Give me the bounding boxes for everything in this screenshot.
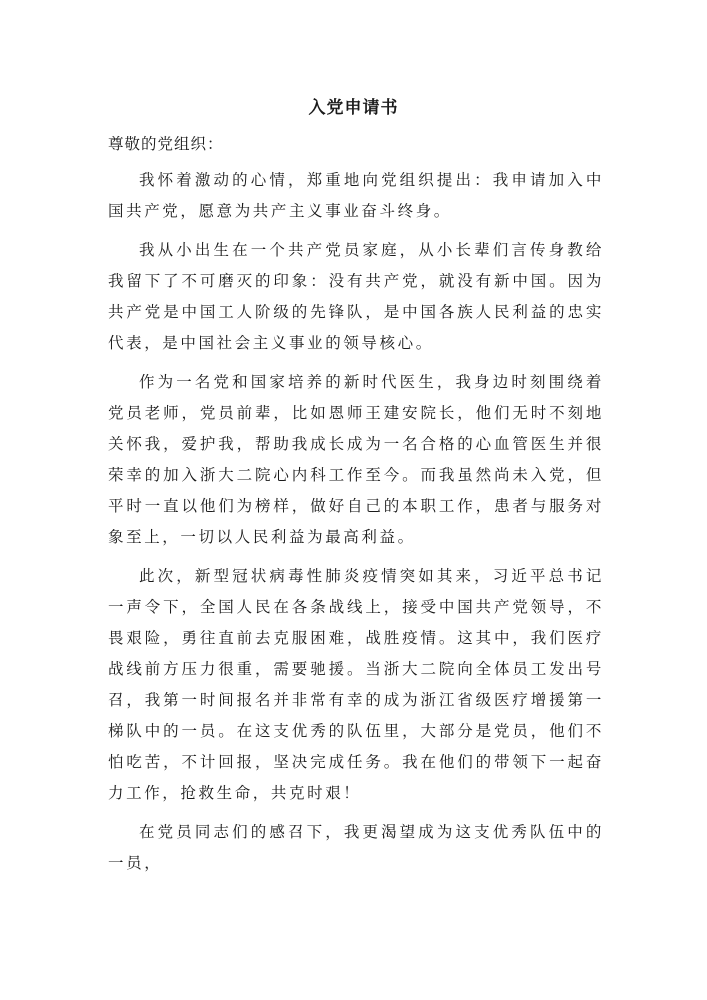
salutation: 尊敬的党组织： [108,135,224,153]
paragraph-2: 我从小出生在一个共产党员家庭，从小长辈们言传身教给我留下了不可磨灭的印象：没有共产党，就没有新中国。因为共产党是中国工人阶级的先锋队，是中国各族人民利益的忠实代表，是中国社会主义事业的领导核心。 [108,241,604,352]
paragraph-3: 作为一名党和国家培养的新时代医生，我身边时刻围绕着党员老师，党员前辈，比如恩师王建安院长，他们无时不刻地关怀我，爱护我，帮助我成长成为一名合格的心血管医生并很荣幸的加入浙大二院心内科工作至今。而我虽然尚未入党，但平时一直以他们为榜样，做好自己的本职工作，患者与服务对象至上，一切以人民利益为最高利益。 [108,373,604,546]
document-body [108,165,604,887]
paragraph-4: 此次，新型冠状病毒性肺炎疫情突如其来，习近平总书记一声令下，全国人民在各条战线上，接受中国共产党领导，不畏艰险，勇往直前去克服困难，战胜疫情。这其中，我们医疗战线前方压力很重，需要驰援。当浙大二院向全体员工发出号召，我第一时间报名并非常有幸的成为浙江省级医疗增援第一梯队中的一员。在这支优秀的队伍里，大部分是党员，他们不怕吃苦，不计回报，坚决完成任务。我在他们的带领下一起奋力工作，抢救生命，共克时艰！ [108,567,604,802]
document-title: 入党申请书 [308,98,399,118]
paragraph-1: 我怀着激动的心情，郑重地向党组织提出：我申请加入中国共产党，愿意为共产主义事业奋斗终身。 [108,171,604,220]
paragraph-5: 在党员同志们的感召下，我更渴望成为这支优秀队伍中的一员， [108,823,604,872]
